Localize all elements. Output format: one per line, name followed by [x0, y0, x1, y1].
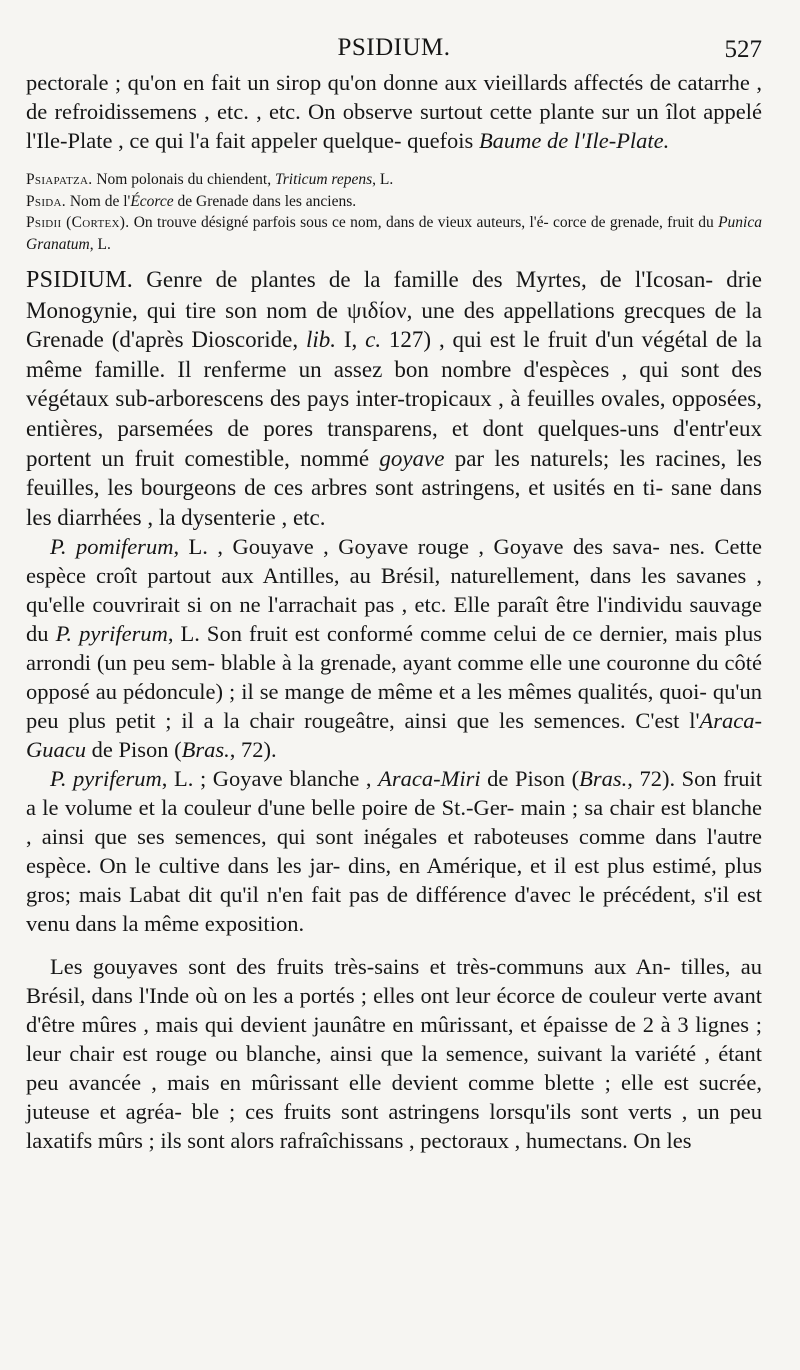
small-entry-text: Nom de l'	[65, 192, 131, 210]
species-name: P. pomiferum	[50, 534, 174, 560]
species-pyriferum-paragraph	[26, 764, 762, 938]
gouyaves-paragraph: Les gouyaves sont des fruits très-sains et très-communs aux An- tilles, au Brésil, dans l'Inde où on les a portés ; elles ont leur écorce de couleur verte avant d'être mûres , mais qui devient jaunâtre en mûrissant, et épaisse de 2 à 3 lignes ; leur chair est rouge ou blanche, ainsi que la semence, suivant la variété , étant peu avancée , mais en mûrissant elle devient comme blette ; elle est sucrée, juteuse et agréa- ble ; ces fruits sont astringens lorsqu'ils sont verts , un peu laxatifs mûrs ; ils sont alors rafraîchissans , pectoraux , humectans. On les	[26, 954, 762, 1154]
entry-italic: goyave	[379, 445, 445, 471]
continuation-italic: Baume de l'Ile-Plate.	[478, 128, 670, 153]
entry-text: Genre de plantes de la famille des Myrtes, de l'Icosan-	[133, 267, 714, 292]
continuation-line-1: pectorale ; qu'on en fait un sirop qu'on donne aux vieillards affectés	[26, 70, 644, 95]
entry-psidium-intro	[26, 265, 762, 532]
entry-italic: Bras.	[579, 766, 628, 792]
small-entry-text: On trouve désigné parfois sous ce nom, dans de vieux auteurs, l'é- corce de grenade, fruit du	[129, 214, 719, 231]
small-entry-italic: Écorce	[130, 192, 174, 210]
entry-text: , 72). Son fruit a le volume et la couleur d'une belle poire de St.-Ger- main ; sa chair est blanche , ainsi que ses semences, qui sont inégales et raboteuses comme dans l'autre espèce. On le cultive dans les jar- dins, en Amérique, et il est plus estimé, plus gros; mais Labat dit qu'il n'en fait pas de différence d'avec le précédent, s'il est venu dans la même exposition.	[26, 766, 762, 937]
entry-text: , 72).	[229, 737, 277, 763]
small-entry-psida	[26, 191, 762, 213]
entry-text: drie Monogynie, qui tire son nom de	[26, 267, 763, 323]
greek-word: ψιδίον	[347, 297, 407, 323]
species-pomiferum-paragraph	[26, 532, 762, 764]
small-entry-text: Nom polonais du chiendent,	[92, 171, 275, 188]
entry-text: 127) , qui est le fruit d'un végétal de la même famille. Il renferme un assez bon nombre d'espèces , qui sont des végétaux sub-arborescens des pays inter-tropicaux , à feuilles ovales, opposées, entières, parsemées de pores transparens, et dont quelques-uns d'entr'eux portent un fruit comestible, nommé	[26, 327, 762, 471]
small-entry-text: , L.	[372, 171, 394, 188]
continuation-line-4: quefois	[407, 128, 479, 153]
entry-headword: PSIDIUM.	[26, 267, 134, 293]
entry-italic: c.	[365, 327, 382, 353]
small-entry-text: , L.	[89, 235, 111, 253]
entry-italic: Araca-Miri	[378, 766, 481, 792]
entry-italic: Bras.	[181, 737, 230, 763]
paragraph-gap	[26, 938, 762, 952]
small-entry-head: Psida.	[26, 192, 66, 210]
entry-text: par les naturels; les racines, les feuilles, les bourgeons de ces arbres sont astringens, et usités en ti- sane dans les diarrhées , la dysenterie , etc.	[26, 445, 762, 530]
species-name: P. pyriferum	[50, 766, 162, 792]
small-entry-head: Psidii (Cortex).	[26, 214, 130, 231]
entry-italic: Araca-Guacu	[26, 708, 762, 763]
entry-text: , L. Son fruit est conformé comme celui de ce dernier, mais plus arrondi (un peu sem- blable à la grenade, ayant comme elle une couronne du côté opposé au pédoncule) ; il se mange de même et a les mêmes qualités, quoi- qu'un peu plus petit ; il a la chair rougeâtre, ainsi que les semences. C'est l'	[26, 621, 763, 734]
entry-text: de Pison (	[86, 737, 182, 763]
page-number: 527	[724, 36, 762, 63]
continuation-paragraph	[26, 68, 762, 155]
entry-text: , L. ; Goyave blanche ,	[161, 766, 379, 792]
small-entry-psidii	[26, 212, 762, 255]
small-entry-italic: Triticum repens	[274, 171, 373, 188]
species-name: P. pyriferum	[55, 621, 168, 647]
continuation-line-3: plante sur un îlot appelé l'Ile-Plate , ce qui l'a fait appeler quelque-	[26, 99, 762, 153]
small-entry-text: de Grenade dans les anciens.	[173, 192, 357, 210]
small-entry-italic: Punica Granatum	[26, 214, 762, 253]
entry-text: , une des appellations grecques de la Grenade (d'après Dioscoride,	[26, 297, 763, 353]
entry-text: de Pison (	[480, 766, 580, 792]
running-header	[26, 28, 762, 68]
continuation-line-2: de catarrhe , de refroidissemens , etc. , etc. On observe surtout cette	[26, 70, 762, 124]
small-entry-psiapatza	[26, 169, 762, 191]
entry-italic: lib.	[305, 327, 336, 353]
running-title: PSIDIUM.	[337, 34, 451, 61]
small-entries	[26, 169, 762, 255]
entry-text: I,	[335, 327, 366, 353]
entry-text: , L. , Gouyave , Goyave rouge , Goyave des sava- nes. Cette espèce croît partout aux Antilles, au Brésil, naturellement, dans les savanes , qu'elle couvrirait si on ne l'arrachait pas , etc. Elle paraît être l'individu sauvage du	[26, 534, 762, 647]
small-entry-head: Psiapatza.	[26, 171, 93, 188]
